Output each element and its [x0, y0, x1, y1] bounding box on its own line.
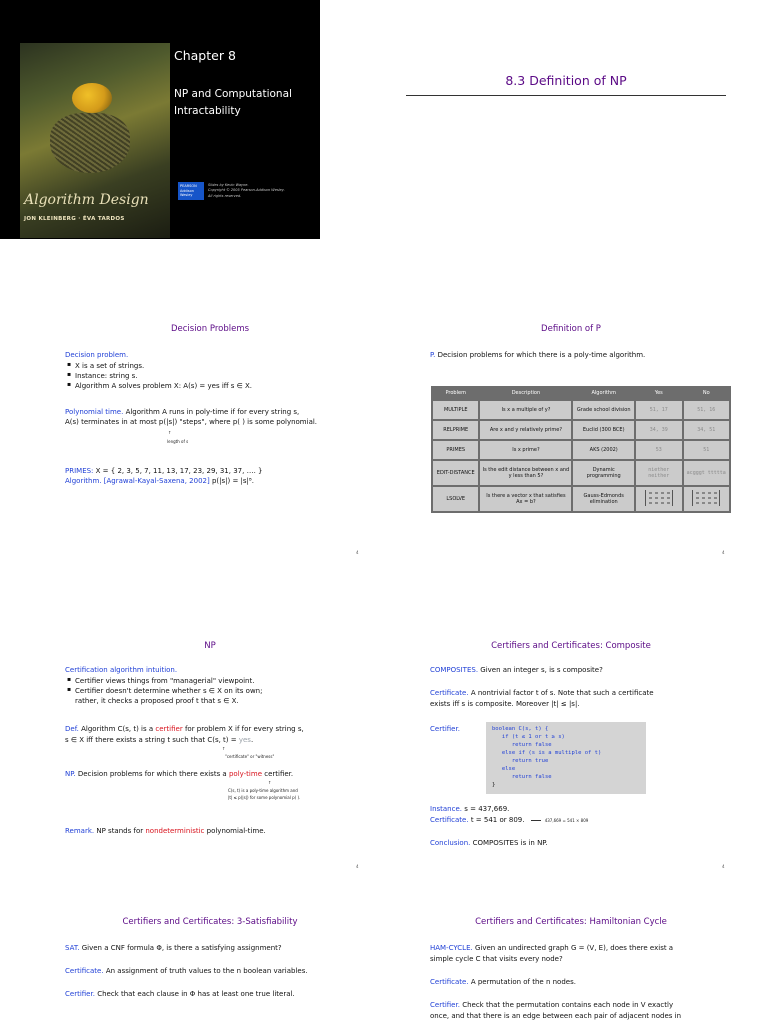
- ham-question-line2: simple cycle C that visits every node?: [430, 955, 563, 963]
- chapter-subtitle: NP and Computational Intractability: [174, 88, 292, 117]
- col-header: Algorithm: [573, 388, 634, 399]
- composite-certificate-example: Certificate. t = 541 or 809. 437,669 = 541 × 809: [430, 816, 589, 824]
- slide-3sat: [40, 916, 380, 1024]
- list-item: ▪ Algorithm A solves problem X: A(s) = yes iff s ∈ X.: [65, 381, 380, 391]
- list-item: ▪ Certifier doesn't determine whether s ∈ X on its own;: [65, 686, 380, 696]
- matrix-icon: [691, 489, 721, 507]
- list-item: ▪ X is a set of strings.: [65, 361, 380, 371]
- slide-title: Decision Problems: [170, 324, 250, 334]
- book-authors: JON KLEINBERG · ÉVA TARDOS: [24, 216, 125, 223]
- np-note-line2: |t| ≤ p(|s|) for some polynomial p( ).: [228, 795, 301, 800]
- np-remark: Remark. NP stands for nondeterministic polynomial-time.: [65, 827, 266, 835]
- table-row: MULTIPLE Is x a multiple of y? Grade school division 51, 17 51, 16: [433, 401, 729, 419]
- col-header: Description: [480, 388, 571, 399]
- poly-time-line2: A(s) terminates in at most p(|s|) "steps", where p( ) is some polynomial.: [65, 418, 318, 426]
- np-heading: Certification algorithm intuition.: [65, 666, 178, 674]
- page-number: 4: [722, 864, 725, 869]
- composite-question: COMPOSITES. Given an integer s, is s composite?: [430, 666, 603, 674]
- table-row: RELPRIME Are x and y relatively prime? Euclid (300 BCE) 34, 39 34, 51: [433, 421, 729, 439]
- decision-bullets: [65, 361, 380, 391]
- slide-composite: [406, 638, 736, 878]
- book-cover-image: [20, 43, 170, 238]
- composite-conclusion: Conclusion. COMPOSITES is in NP.: [430, 839, 548, 847]
- length-note: length of s: [167, 439, 189, 444]
- book-title: Algorithm Design: [24, 191, 149, 208]
- sat-question: SAT. Given a CNF formula Φ, is there a satisfying assignment?: [65, 944, 282, 952]
- table-row: PRIMES Is x prime? AKS (2002) 53 51: [433, 441, 729, 459]
- ham-question-line1: HAM-CYCLE. Given an undirected graph G = (V, E), does there exist a: [430, 944, 674, 952]
- certifier-definition-line2: s ∈ X iff there exists a string t such that C(s, t) = yes.: [65, 736, 254, 744]
- p-problems-table: [431, 386, 731, 513]
- composite-certificate-line1: Certificate. A nontrivial factor t of s. Note that such a certificate: [430, 689, 654, 697]
- np-note-line1: C(s, t) is a poly-time algorithm and: [228, 788, 298, 793]
- col-header: Yes: [636, 388, 681, 399]
- slide-title: Certifiers and Certificates: Hamiltonian Cycle: [475, 917, 667, 927]
- bird-picture: [72, 83, 112, 113]
- ham-certifier-line1: Certifier. Check that the permutation contains each node in V exactly: [430, 1001, 674, 1009]
- np-bullet-continuation: rather, it checks a proposed proof t that s ∈ X.: [75, 697, 239, 705]
- decision-heading: Decision problem.: [65, 351, 129, 359]
- certifier-definition-line1: Def. Algorithm C(s, t) is a certifier for problem X if for every string s,: [65, 725, 304, 733]
- np-bullets: [65, 676, 380, 696]
- page-number: 4: [722, 550, 725, 555]
- np-definition: NP. Decision problems for which there exists a poly-time certifier.: [65, 770, 294, 778]
- list-item: ▪ Instance: string s.: [65, 371, 380, 381]
- cover-slide: [0, 0, 320, 239]
- slide-np: [40, 638, 380, 878]
- ham-certificate: Certificate. A permutation of the n nodes.: [430, 978, 576, 986]
- slide-decision-problems: [40, 320, 380, 560]
- slide-definition-of-p: [406, 320, 736, 560]
- matrix-yes: [636, 487, 681, 511]
- primes-line: PRIMES: X = { 2, 3, 5, 7, 11, 13, 17, 23, 29, 31, 37, …. }: [65, 467, 263, 475]
- certificate-arrow: ↑: [222, 746, 226, 751]
- title-rule: [406, 95, 726, 96]
- sat-certifier: Certifier. Check that each clause in Φ has at least one true literal.: [65, 990, 295, 998]
- sat-certificate: Certificate. An assignment of truth values to the n boolean variables.: [65, 967, 308, 975]
- composite-instance: Instance. s = 437,669.: [430, 805, 510, 813]
- ham-certifier-line2: once, and that there is an edge between each pair of adjacent nodes in: [430, 1012, 682, 1020]
- p-definition: P. Decision problems for which there is a poly-time algorithm.: [430, 351, 646, 359]
- algorithm-line: Algorithm. [Agrawal-Kayal-Saxena, 2002] p(|s|) = |s|⁸.: [65, 477, 254, 485]
- slide-title: Certifiers and Certificates: 3-Satisfiability: [122, 917, 298, 927]
- slide-title: NP: [204, 641, 216, 651]
- page-number: 4: [356, 864, 359, 869]
- matrix-no: [684, 487, 730, 511]
- nest-picture: [50, 113, 130, 173]
- list-item: ▪ Certifier views things from "managerial" viewpoint.: [65, 676, 380, 686]
- section-title: 8.3 Definition of NP: [505, 73, 627, 88]
- slide-title: Certifiers and Certificates: Composite: [491, 641, 651, 651]
- page-number: 4: [356, 550, 359, 555]
- certifier-code: boolean C(s, t) { if (t ≤ 1 or t ≥ s) return false else if (s is a multiple of t) return true else return false }: [486, 722, 646, 794]
- publisher-logo: PEARSON Addison Wesley: [178, 182, 204, 200]
- col-header: Problem: [433, 388, 478, 399]
- matrix-icon: [644, 489, 674, 507]
- slide-title: Definition of P: [541, 324, 601, 334]
- col-header: No: [684, 388, 730, 399]
- table-row: LSOLVE Is there a vector x that satisfies Ax = b? Gauss-Edmonds elimination: [433, 487, 729, 511]
- np-arrow: ↑: [268, 780, 272, 785]
- chapter-title: Chapter 8: [174, 48, 236, 63]
- certifier-label: Certifier.: [430, 725, 460, 733]
- length-arrow: ↑: [168, 430, 172, 435]
- table-row: EDIT-DISTANCE Is the edit distance between x and y less than 5? Dynamic programming niether neither acgggt ttttta: [433, 461, 729, 485]
- slide-credits: Slides by Kevin Wayne. Copyright © 2005 Pearson-Addison Wesley. All rights reserved.: [208, 183, 285, 198]
- certificate-note: "certificate" or "witness": [225, 754, 275, 759]
- slide-ham-cycle: [406, 916, 736, 1024]
- poly-time-line1: Polynomial time. Algorithm A runs in poly-time if for every string s,: [65, 408, 300, 416]
- composite-certificate-line2: exists iff s is composite. Moreover |t| ≤ |s|.: [430, 700, 580, 708]
